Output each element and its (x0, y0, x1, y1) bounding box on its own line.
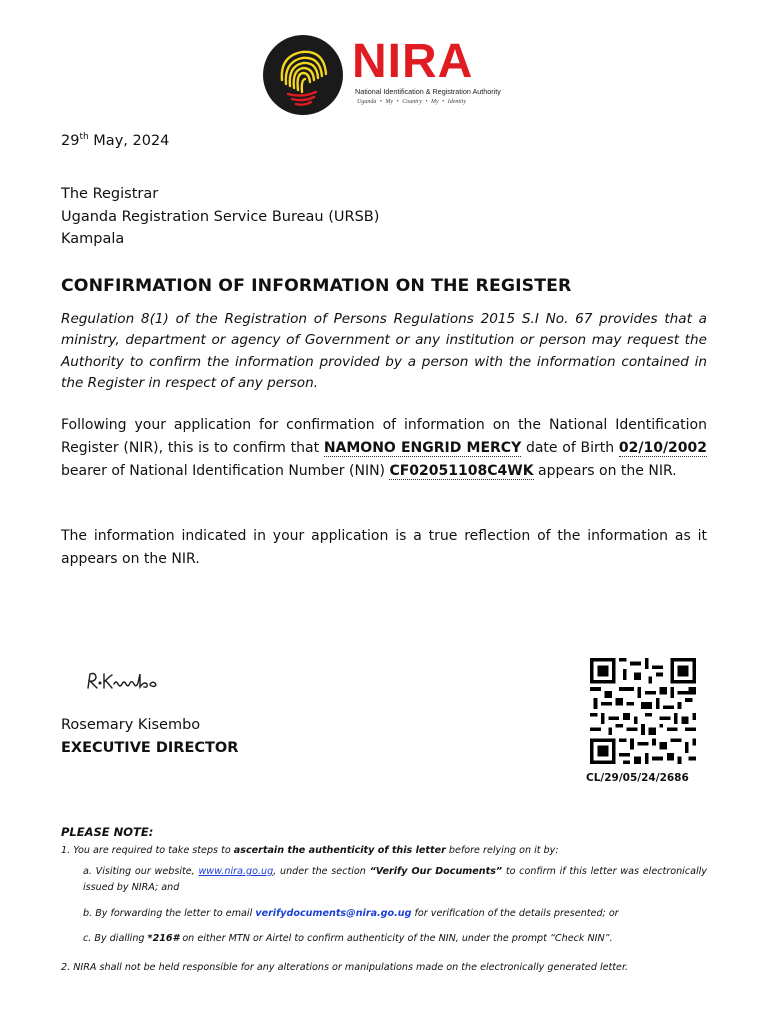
note-item-1: 1. You are required to take steps to ascertain the authenticity of this letter before relying on it by: (61, 845, 559, 856)
fingerprint-icon (262, 34, 344, 116)
note-item-c: c. By dialling *216# on either MTN or Airtel to confirm authenticity of the NIN, under the prompt “Check NIN”. (83, 933, 613, 944)
regulation-paragraph: Regulation 8(1) of the Registration of Persons Regulations 2015 S.I No. 67 provides that a ministry, department or agency of Government or any institution or person may request the Authority to confirm the information provided by a person with the information contained in the Register in respect of any person. (61, 311, 707, 391)
logo-subtitle: National Identification & Registration Authority (355, 87, 501, 96)
handwritten-signature (84, 666, 174, 696)
letter-heading: CONFIRMATION OF INFORMATION ON THE REGISTER (61, 276, 572, 296)
address-line: Uganda Registration Service Bureau (URSB) (61, 208, 380, 225)
person-name: NAMONO ENGRID MERCY (323, 440, 522, 456)
address-line: The Registrar (61, 186, 159, 202)
logo-tagline: Uganda • My • Country • My • Identity (357, 99, 467, 105)
date-of-birth: 02/10/2002 (618, 440, 708, 456)
website-link[interactable]: www.nira.go.ug (198, 866, 274, 877)
note-item-a: a. Visiting our website, www.nira.go.ug, under the section “Verify Our Documents” to confirm if this letter was electronically issued by NIRA; and (83, 866, 707, 893)
recipient-address (61, 183, 379, 251)
verify-email-link[interactable]: verifydocuments@nira.go.ug (255, 908, 412, 919)
logo-wordmark: NIRA (352, 35, 474, 88)
reference-number: CL/29/05/24/2686 (586, 772, 689, 784)
confirmation-paragraph: Following your application for confirmation of information on the National Identification Register (NIR), this is to confirm that NAMONO ENGRID MERCY date of Birth 02/10/2002 bearer of National Identification Number (NIN) CF02051108C4WK appears on the NIR. (61, 417, 708, 479)
note-heading: PLEASE NOTE: (61, 825, 154, 839)
signatory-title: EXECUTIVE DIRECTOR (61, 740, 239, 756)
reflection-paragraph: The information indicated in your application is a true reflection of the information as it appears on the NIR. (61, 528, 707, 567)
nin-number: CF02051108C4WK (389, 463, 534, 479)
address-line: Kampala (61, 231, 125, 247)
nira-logo (262, 30, 512, 114)
letter-date: 29th May, 2024 (61, 132, 170, 149)
note-item-b: b. By forwarding the letter to email verifydocuments@nira.go.ug for verification of the details presented; or (83, 908, 619, 919)
note-item-2: 2. NIRA shall not be held responsible for any alterations or manipulations made on the electronically generated letter. (61, 962, 629, 973)
qr-code (587, 658, 699, 764)
signatory-name: Rosemary Kisembo (61, 717, 201, 733)
